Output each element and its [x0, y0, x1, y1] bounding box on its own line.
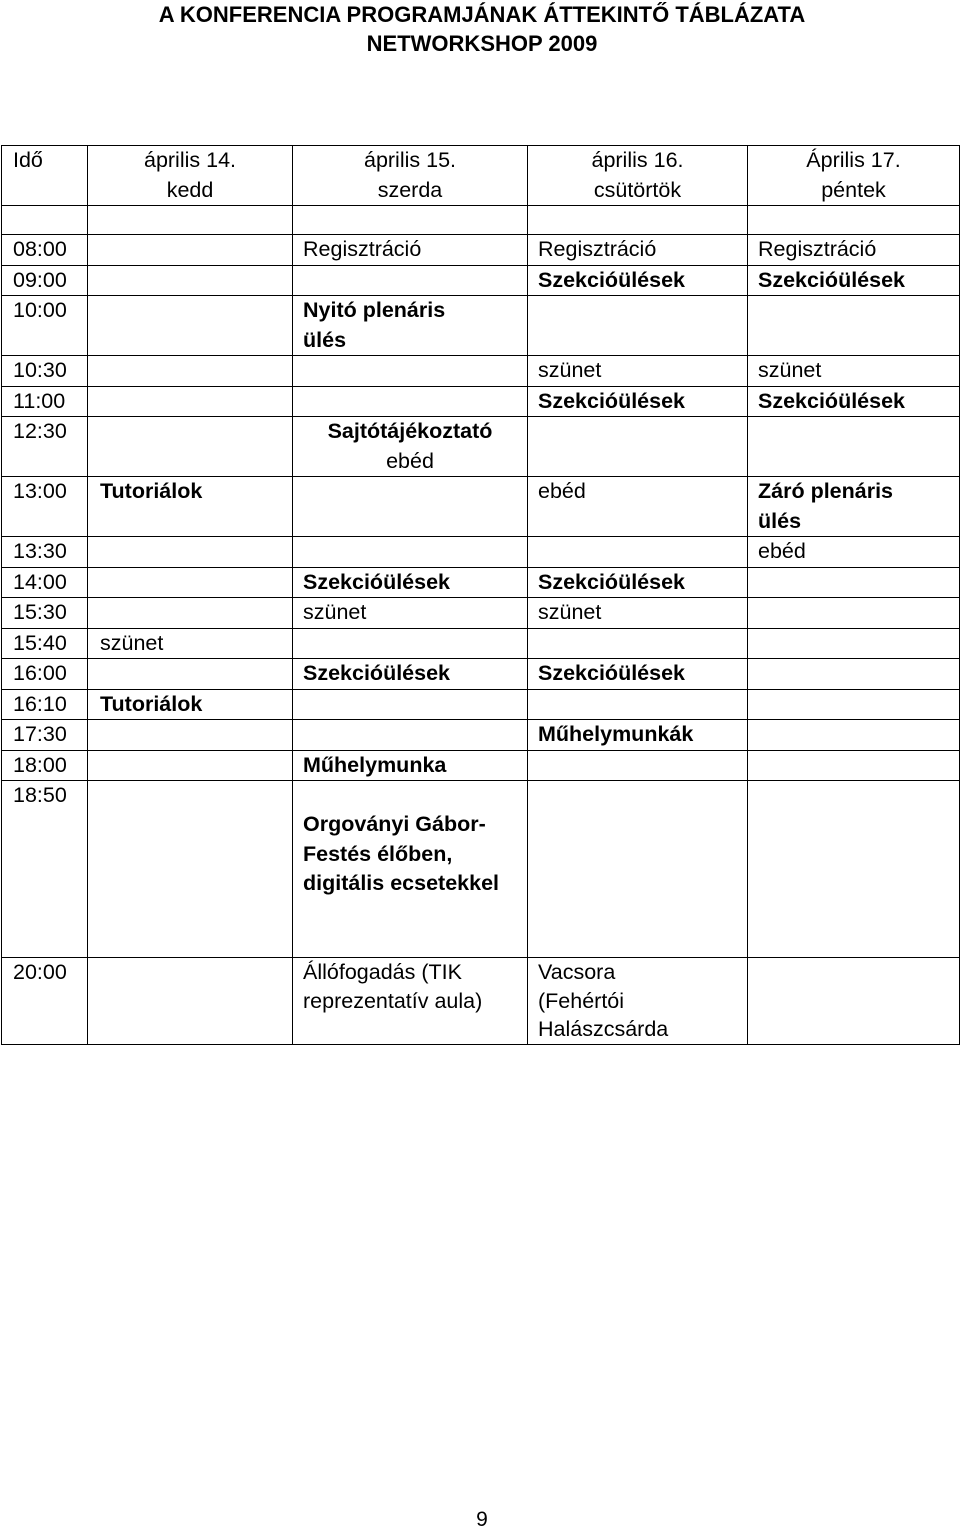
cell — [88, 750, 293, 781]
cell: Regisztráció — [748, 235, 960, 266]
table-row — [2, 598, 960, 629]
cell — [748, 720, 960, 751]
title-line-1: A KONFERENCIA PROGRAMJÁNAK ÁTTEKINTŐ TÁBLÁZATA — [158, 2, 806, 27]
cell: szünet — [528, 356, 748, 387]
cell — [293, 386, 528, 417]
time-cell: 17:30 — [2, 720, 88, 751]
cell: szünet — [748, 356, 960, 387]
cell — [748, 750, 960, 781]
cell: Nyitó plenáris ülés — [293, 296, 528, 356]
cell: Regisztráció — [293, 235, 528, 266]
time-cell: 10:00 — [2, 296, 88, 356]
cell — [293, 781, 528, 958]
time-cell: 09:00 — [2, 265, 88, 296]
table-row — [2, 689, 960, 720]
table-row — [2, 537, 960, 568]
table-row — [2, 386, 960, 417]
table-header-row — [2, 146, 960, 206]
cell — [293, 356, 528, 387]
cell — [88, 958, 293, 1045]
cell — [293, 720, 528, 751]
cell — [88, 781, 293, 958]
time-cell: 18:50 — [2, 781, 88, 958]
time-cell: 20:00 — [2, 958, 88, 1045]
cell — [748, 567, 960, 598]
cell — [528, 296, 748, 356]
cell — [748, 958, 960, 1045]
cell — [293, 417, 528, 477]
cell — [748, 296, 960, 356]
time-cell: 13:30 — [2, 537, 88, 568]
cell: ebéd — [748, 537, 960, 568]
time-cell: 16:10 — [2, 689, 88, 720]
program-table — [1, 145, 960, 1045]
cell — [528, 417, 748, 477]
cell: Szekcióülések — [748, 265, 960, 296]
cell — [748, 781, 960, 958]
cell — [293, 477, 528, 537]
table-row — [2, 781, 960, 958]
press-conference-label: Sajtótájékoztató — [327, 419, 493, 443]
cell: Tutoriálok — [88, 689, 293, 720]
cell — [528, 689, 748, 720]
cell — [748, 417, 960, 477]
table-row — [2, 750, 960, 781]
cell: Tutoriálok — [88, 477, 293, 537]
time-cell: 11:00 — [2, 386, 88, 417]
time-cell: 08:00 — [2, 235, 88, 266]
title-line-2: NETWORKSHOP 2009 — [366, 31, 598, 56]
table-row — [2, 720, 960, 751]
cell — [293, 628, 528, 659]
cell: Regisztráció — [528, 235, 748, 266]
cell: Szekcióülések — [528, 567, 748, 598]
cell: Szekcióülések — [528, 386, 748, 417]
cell — [88, 265, 293, 296]
cell — [88, 296, 293, 356]
cell — [293, 537, 528, 568]
cell — [528, 628, 748, 659]
header-cell-wed: április 15. szerda — [293, 146, 528, 206]
time-cell: 15:40 — [2, 628, 88, 659]
table-row — [2, 265, 960, 296]
lunch-label: ebéd — [386, 448, 434, 473]
cell: Műhelymunkák — [528, 720, 748, 751]
cell — [293, 689, 528, 720]
cell: szünet — [528, 598, 748, 629]
header-cell-fri: Április 17. péntek — [748, 146, 960, 206]
header-cell-time: Idő — [2, 146, 88, 206]
cell: szünet — [293, 598, 528, 629]
time-cell: 16:00 — [2, 659, 88, 690]
table-row — [2, 567, 960, 598]
cell: Műhelymunka — [293, 750, 528, 781]
cell — [88, 386, 293, 417]
cell — [528, 781, 748, 958]
cell: Állófogadás (TIK reprezentatív aula) — [293, 958, 528, 1045]
cell — [88, 598, 293, 629]
time-cell: 14:00 — [2, 567, 88, 598]
cell — [748, 598, 960, 629]
header-cell-tue: április 14. kedd — [88, 146, 293, 206]
time-cell: 12:30 — [2, 417, 88, 477]
table-row — [2, 417, 960, 477]
cell: szünet — [88, 628, 293, 659]
spacer-row — [2, 206, 960, 235]
cell: Szekcióülések — [293, 567, 528, 598]
cell — [88, 720, 293, 751]
table-row — [2, 235, 960, 266]
cell: Vacsora (Fehértói Halászcsárda — [528, 958, 748, 1045]
cell: Szekcióülések — [528, 659, 748, 690]
table-row — [2, 477, 960, 537]
cell: Záró plenáris ülés — [748, 477, 960, 537]
time-cell: 15:30 — [2, 598, 88, 629]
header-cell-thu: április 16. csütörtök — [528, 146, 748, 206]
page-number: 9 — [476, 1508, 488, 1531]
table-row — [2, 296, 960, 356]
cell — [748, 659, 960, 690]
cell — [88, 537, 293, 568]
cell — [88, 567, 293, 598]
live-painting-label: Orgoványi Gábor- Festés élőben, digitális ecsetekkel — [303, 812, 499, 895]
cell — [293, 265, 528, 296]
cell — [88, 659, 293, 690]
cell — [528, 537, 748, 568]
cell — [88, 356, 293, 387]
time-cell: 10:30 — [2, 356, 88, 387]
cell: ebéd — [528, 477, 748, 537]
cell: Szekcióülések — [748, 386, 960, 417]
cell — [528, 750, 748, 781]
time-cell: 18:00 — [2, 750, 88, 781]
cell — [88, 235, 293, 266]
time-cell: 13:00 — [2, 477, 88, 537]
cell: Szekcióülések — [528, 265, 748, 296]
table-row — [2, 659, 960, 690]
cell: Szekcióülések — [293, 659, 528, 690]
cell — [748, 628, 960, 659]
table-row — [2, 628, 960, 659]
cell — [748, 689, 960, 720]
table-row — [2, 958, 960, 1045]
cell — [88, 417, 293, 477]
table-row — [2, 356, 960, 387]
